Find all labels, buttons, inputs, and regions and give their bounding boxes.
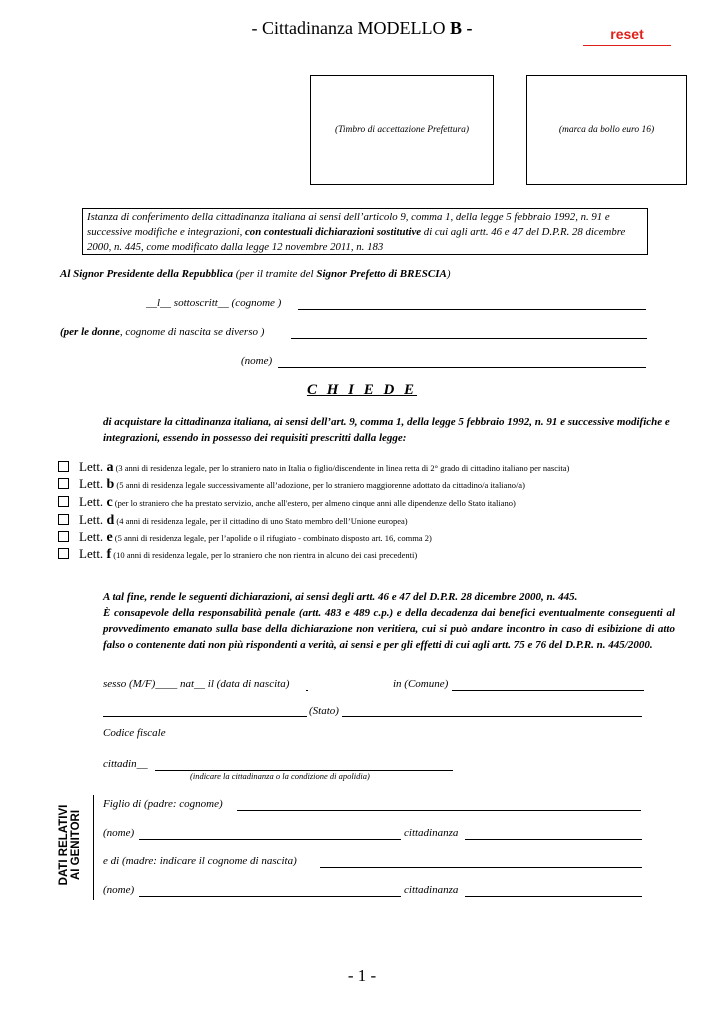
istanza-part2: di cui agli artt. 46 e 47 del D.P.R. 28 dicembre 2000, n. 445, come modificato dalla legge 12 novembre 2011, n. 183 [87,226,626,253]
padre-cognome-field[interactable] [237,800,641,811]
parents-side-label [58,800,82,890]
addressee-close: ) [446,268,451,280]
parents-divider [93,795,94,900]
lett-label: Lett. [79,512,107,527]
title-letter: B [449,18,462,38]
addressee-prefetto: Signor Prefetto di BRESCIA [316,268,447,280]
codice-fiscale-label: Codice fiscale [103,727,166,739]
data-nascita-field[interactable] [306,680,308,691]
nome-field[interactable] [278,357,646,368]
sesso-row [103,678,289,690]
lett-desc: (4 anni di residenza legale, per il cittadino di uno Stato membro dell’Unione europea) [114,516,408,526]
checkbox[interactable] [58,478,69,489]
stato-row [309,705,339,717]
nome2-label: (nome) [103,884,135,896]
side-label-1: DATI RELATIVI [58,804,70,886]
cognome-nascita-label: , cognome di nascita se diverso ) [119,326,265,338]
istanza-bold: con contestuali dichiarazioni sostitutive [245,226,422,238]
istanza-part1: Istanza di conferimento della cittadinanza italiana ai sensi dell’articolo 9, comma 1, della legge 5 febbraio 1992, n. 91 e successive modifiche e integrazioni, [87,211,610,238]
madre-nome-field[interactable] [139,886,401,897]
cognome-nascita-row [60,326,264,338]
madre-label: e di (madre: indicare il cognome di nascita) [103,855,297,867]
request-text: di acquistare la cittadinanza italiana, ai sensi dell’art. 9, comma 1, della legge 5 febbraio 1992, n. 91 e successive modifiche e integrazioni, essendo in possesso dei requisiti prescritti dalla legge: [103,416,670,444]
option-lett-c[interactable] [58,494,516,511]
addressee [60,268,451,280]
cittadinanza2-row [404,884,458,896]
option-lett-f[interactable] [58,546,417,563]
sottoscritto-row [146,297,281,309]
marca-label: (marca da bollo euro 16) [558,125,655,135]
nome1-row [103,827,134,839]
comune-row [393,678,448,690]
reset-button[interactable]: reset [583,26,671,46]
lett-label: Lett. [79,529,107,544]
comune-field[interactable] [452,680,644,691]
checkbox[interactable] [58,531,69,542]
checkbox[interactable] [58,514,69,525]
cognome-nascita-field[interactable] [291,328,647,339]
side-label-2: AI GENITORI [70,809,82,881]
timbro-label: (Timbro di accettazione Prefettura) [334,125,470,135]
lett-desc: (per lo straniero che ha prestato servizio, anche all'estero, per almeno cinque anni alle dipendenze dello Stato italiano) [112,498,516,508]
lett-label: Lett. [79,476,107,491]
cittadinanza1-label: cittadinanza [404,827,459,839]
lett-desc: (10 anni di residenza legale, per lo straniero che non rientra in alcuno dei casi precedenti) [111,550,418,560]
padre-nome-field[interactable] [139,829,401,840]
checkbox[interactable] [58,461,69,472]
addressee-tramite: (per il tramite del [232,268,317,280]
declaration-line1: A tal fine, rende le seguenti dichiarazioni, ai sensi degli artt. 46 e 47 del D.P.R. 28 dicembre 2000, n. 445. [103,591,578,603]
addressee-president: Al Signor Presidente della Repubblica [60,268,233,280]
lett-letter: b [106,477,115,492]
timbro-box [310,75,494,185]
cittadin-label: cittadin__ [103,758,148,770]
cittadinanza1-row [404,827,458,839]
padre-row [103,798,223,810]
option-lett-a[interactable] [58,459,569,476]
lett-label: Lett. [79,546,107,561]
nome2-row [103,884,134,896]
checkbox[interactable] [58,548,69,559]
madre-row [103,855,297,867]
chiede-heading: C H I E D E [306,382,418,398]
marca-box [526,75,687,185]
stato-label: (Stato) [309,705,339,717]
padre-label: Figlio di (padre: cognome) [103,798,223,810]
declaration-text: È consapevole della responsabilità penale (artt. 483 e 489 c.p.) e della decadenza dai benefici eventualmente conseguenti al provvedimento emanato sulla base della dichiarazione non veritiera, cui si può andare incontro in caso di esibizione di atto falso o contenente dati non più rispondenti a verità, ai sensi e per gli effetti di cui agli artt. 75 e 76 del D.P.R. n. 445/2000. [103,607,675,651]
cognome-field[interactable] [298,299,646,310]
option-lett-b[interactable] [58,476,525,493]
page-number: - 1 - [347,966,377,985]
sesso-label: sesso (M/F)____ nat__ il (data di nascita) [103,678,290,690]
madre-cittadinanza-field[interactable] [465,886,642,897]
lett-desc: (5 anni di residenza legale, per l’apolide o il rifugiato - combinato disposto art. 16, comma 2) [112,533,432,543]
lett-letter: d [106,513,115,528]
lett-desc: (5 anni di residenza legale successivamente all’adozione, per lo straniero maggiorenne adottato da cittadino/a italiano/a) [114,480,525,490]
cittadinanza-note: (indicare la cittadinanza o la condizione di apolidia) [190,771,370,781]
comune-label: in (Comune) [393,678,449,690]
cognome-nascita-bold: (per le donne [60,326,120,338]
cittadinanza-field[interactable] [155,760,453,771]
cittadinanza2-label: cittadinanza [404,884,459,896]
stato-field[interactable] [342,706,642,717]
lett-letter: e [106,530,113,545]
sottoscritto-label: __l__ sottoscritt__ (cognome ) [146,297,282,309]
lett-label: Lett. [79,459,107,474]
nome-row [241,355,272,367]
title-suffix: - [461,18,473,38]
lett-desc: (3 anni di residenza legale, per lo straniero nato in Italia o figlio/discendente in linea retta di 2° grado di cittadino italiano per nascita) [113,463,570,473]
nome1-label: (nome) [103,827,135,839]
title-prefix: - Cittadinanza MODELLO [251,18,450,38]
padre-cittadinanza-field[interactable] [465,829,642,840]
lett-label: Lett. [79,494,107,509]
cittadin-row [103,758,148,770]
option-lett-e[interactable] [58,529,432,546]
madre-cognome-field[interactable] [320,857,642,868]
nome-label: (nome) [241,355,273,367]
checkbox[interactable] [58,496,69,507]
istanza-box [82,208,648,255]
luogo-field[interactable] [103,706,307,717]
lett-letter: a [106,460,114,475]
lett-letter: f [106,547,112,562]
lett-letter: c [106,495,113,510]
option-lett-d[interactable] [58,512,408,529]
